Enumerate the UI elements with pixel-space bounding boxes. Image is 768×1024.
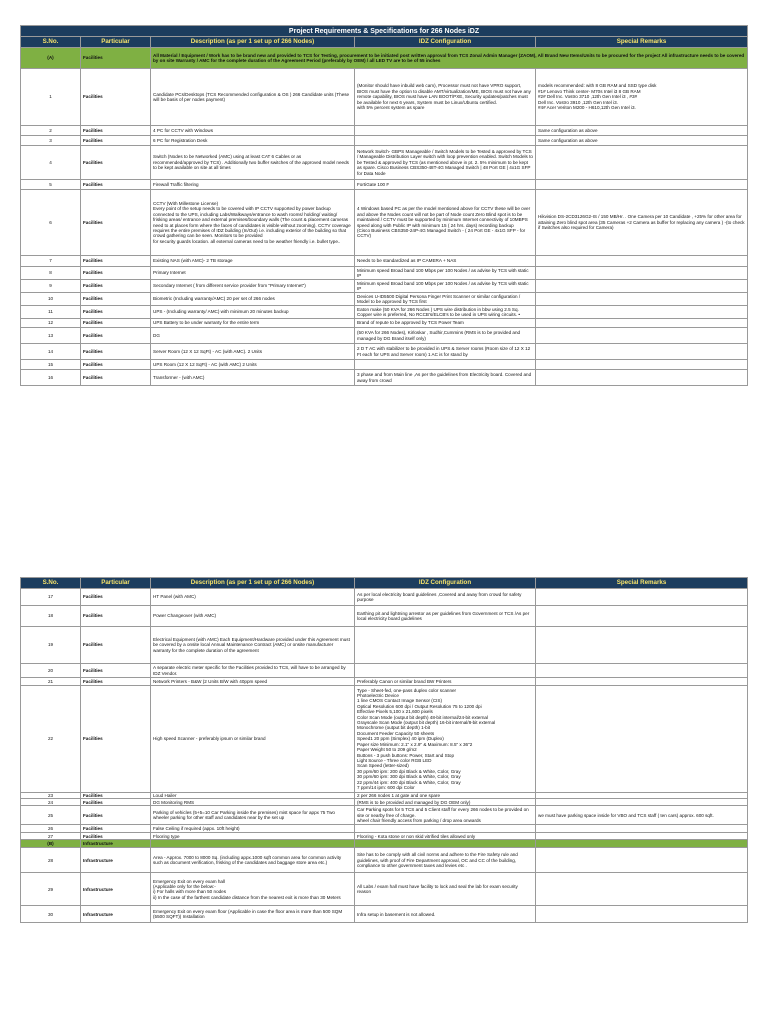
header-sno: S.No. [21, 578, 81, 589]
row-idz-configuration: (50 KVA for 266 Nodes), Kirloskar , Sudhir,Cummins (RMS is to be provided and managed by DG Brand itself only) [355, 328, 536, 344]
table-row [21, 126, 748, 136]
table-row [21, 906, 748, 923]
row-sno: 6 [21, 190, 81, 256]
row-sno: 29 [21, 873, 81, 906]
row-special-remarks [536, 589, 748, 606]
row-description: Switch (Nodes to be Networked (AMC) using at least CAT 6 Cables or as recommended/approved by TCS) . Additionally two buffer switches of the approved model needs to be kept available on site at all times [151, 146, 355, 180]
row-idz-configuration [355, 825, 536, 833]
row-description: Firewall Traffic filtering [151, 180, 355, 190]
row-idz-configuration [355, 136, 536, 146]
row-description: DG Monitoring RMS [151, 799, 355, 806]
table-row [21, 686, 748, 793]
row-description: Loud Hailer [151, 793, 355, 799]
row-sno: 19 [21, 627, 81, 664]
header-description: Description (as per 1 set up of 266 Nodes) [151, 578, 355, 589]
table-row [21, 799, 748, 806]
row-special-remarks [536, 664, 748, 678]
row-particular: Facilities [81, 136, 151, 146]
row-description: Secondary Internet ( from different service provider from "Primary Internet") [151, 280, 355, 293]
row-special-remarks [536, 319, 748, 328]
section-a-particular: Facilities [81, 48, 151, 69]
row-description: Emergency Exit on every exam floor (Applicable in case the floor area is more than 500 SQM (5500 SQFT)) Installation [151, 906, 355, 923]
row-sno: 28 [21, 848, 81, 873]
row-idz-configuration: Infra setup in basement is not allowed. [355, 906, 536, 923]
row-sno: 13 [21, 328, 81, 344]
row-description: Parking of vehicles (5+5=10 Car Parking inside the premises) mist space for appx 75 Two wheeler parking for other staff and candidates near by the set up [151, 806, 355, 825]
row-idz-configuration: Site has to be comply with all civil norms and adhere to the Fire Safety rule and guidelines, with proof of Fire Department approval, OC and CC of the building, compliance to other government taxes and levies etc . [355, 848, 536, 873]
table-row [21, 833, 748, 840]
row-description: CCTV (With Millestone License) Every point of the setup needs to be covered with IP CCTV supported by power backup connected to the UPS, including Labs/Walkways/entrance to wash rooms/ holding/ waiting/ frisking areas/ entrance and external premises/boundary walls (The count & placement cameras need to at places form where the faces of candidates is visible without zooming). CCTV coverage requires the entire premises of IDZ building (In/Out) i.e. including exterior of the building so that crowd gathering can be seen. Monitors to be provided for security guards location. all external cameras need to be weather friendly i.e. bullet type.. [151, 190, 355, 256]
row-idz-configuration [355, 360, 536, 370]
row-particular: Facilities [81, 793, 151, 799]
row-idz-configuration: 4 Windows based PC as per the model mentioned above for CCTV these will be over and above the Nodes count will not be part of Node count Zero Blind spot is to be maintained / CCTV must be supported by minimum Internet connectivity of 10MBPS speed along with Public IP with minimum 15 ( 24 hrs. days) recording backup (Cisco Business CBS350-24P-4G Managed Switch - ( 24 Port GE - 4x1G SFP - for CCTV) [355, 190, 536, 256]
table-row [21, 589, 748, 606]
row-special-remarks [536, 873, 748, 906]
row-particular: Facilities [81, 799, 151, 806]
row-sno: 2 [21, 126, 81, 136]
row-idz-configuration: 2 D T AC with stabilizer to be provided in UPS & Server rooms (Room size of 12 X 12 Ft each for UPS and Server room) 1 AC is for stand by [355, 344, 536, 360]
row-special-remarks: Same configuration as above [536, 136, 748, 146]
table-row [21, 69, 748, 126]
row-special-remarks [536, 833, 748, 840]
header-row [21, 37, 748, 48]
row-idz-configuration: 3 phase and from Main line ,As per the guidelines from Electricity board. Covered and away from crowd [355, 370, 536, 386]
row-description: DG [151, 328, 355, 344]
row-idz-configuration: Type - Sheet-fed, one-pass duplex color scanner Photoelectric Device 1 line CMOS Contact Image Sensor (CIS) Optical Resolution 600 dpi / Output Resolution 75 to 1200 dpi Effective Pixels 5,100 x 21,600 pixels Color Scan Mode (output bit depth) 48-bit internal/24-bit external Grayscale Scan Mode (output bit depth) 16-bit internal/8-bit external Monochrome (output bit depth) 1-bit Document Feeder Capacity 50 sheets Speed1 20 ppm (Simplex) 40 ipm (Duplex) Paper size Minimum: 2.1" x 2.9" & Maximum: 8.5" x 36"2 Paper Weight 50 to 209 g/m2 Buttons - 3 push buttons: Power, Start and Stop Light Source - Three color RGB LED Scan Speed (letter-sized) 30 ppm/60 ipm: 200 dpi Black & White, Color, Gray 30 ppm/60 ipm: 300 dpi Black & White, Color, Gray 22 ppm/44 ipm: 400 dpi Black & White, Color, Gray 7 ppm/14 ipm: 600 dpi Color [355, 686, 536, 793]
title-row [21, 26, 748, 37]
row-special-remarks: Hikvision DS-2CD3126G2-IS / 150 MB/Hr. . One Camera per 10 Candidate , +25% for other area for attaining Zero blind spot area (35 Cameras +2 Camera as buffer for replacing any camera ) -(to check if Switches also required for Camera) [536, 190, 748, 256]
row-special-remarks [536, 293, 748, 306]
row-description: Server Room (12 X 12 SqFt) - AC (with AMC). 2 Units [151, 344, 355, 360]
row-special-remarks [536, 344, 748, 360]
row-sno: 5 [21, 180, 81, 190]
row-particular: Facilities [81, 833, 151, 840]
table-row [21, 256, 748, 267]
row-idz-configuration: Minimum speed Broad band 100 Mbps per 100 Nodes / as advise by TCS with static IP [355, 267, 536, 280]
row-description: High speed Scanner - preferably ipsum or similar brand [151, 686, 355, 793]
table-row [21, 678, 748, 686]
row-sno: 17 [21, 589, 81, 606]
row-particular: Facilities [81, 256, 151, 267]
row-idz-configuration [355, 126, 536, 136]
row-idz-configuration [355, 664, 536, 678]
row-idz-configuration: All Labs / exam hall must have facility to lock and seal the lab for exam security reason [355, 873, 536, 906]
row-description: A separate electric meter specific for the Facilities provided to TCS, will have to be arranged by IDZ Vendor. [151, 664, 355, 678]
row-description: Network Printers - B&W (2 Units B/W with 40ppm speed [151, 678, 355, 686]
row-special-remarks [536, 267, 748, 280]
row-special-remarks: Same configuration as above [536, 126, 748, 136]
row-idz-configuration: Minimum speed Broad band 100 Mbps per 100 Nodes / as advise by TCS with static IP [355, 280, 536, 293]
row-special-remarks [536, 370, 748, 386]
row-particular: Facilities [81, 180, 151, 190]
row-sno: 8 [21, 267, 81, 280]
row-particular: Facilities [81, 589, 151, 606]
table-row [21, 306, 748, 319]
row-particular: Facilities [81, 370, 151, 386]
row-sno: 24 [21, 799, 81, 806]
table-row [21, 627, 748, 664]
table-row [21, 136, 748, 146]
row-description: 6 PC for Registration Desk [151, 136, 355, 146]
row-special-remarks [536, 678, 748, 686]
section-b-particular: Infrastructure [81, 840, 151, 848]
row-particular: Facilities [81, 678, 151, 686]
row-particular: Facilities [81, 319, 151, 328]
row-special-remarks [536, 328, 748, 344]
row-particular: Facilities [81, 146, 151, 180]
row-sno: 12 [21, 319, 81, 328]
row-description: Electrical Equipment (with AMC) Each Equipment/Hardware provided under this Agreement must be covered by a onsite local Annual Maintenance Contract (AMC) or onsite manufacturer warranty for the complete duration of the agreement [151, 627, 355, 664]
row-special-remarks [536, 848, 748, 873]
row-sno: 18 [21, 606, 81, 627]
row-particular: Facilities [81, 190, 151, 256]
row-description: Area - Approx. 7000 to 8000 Sq. (including appx.1000 sqft common area for common activity such as document verification, frisking of the candidates and baggage store area etc.) [151, 848, 355, 873]
row-special-remarks [536, 799, 748, 806]
row-particular: Facilities [81, 328, 151, 344]
table-row [21, 344, 748, 360]
table-row [21, 825, 748, 833]
row-idz-configuration: Network Switch- GBPS Manageable / Switch Models to be Tested & approved by TCS / Manageable Distribution Layer switch with loop prevention enabled. Switch Models to be Tested & approved by TCS (as mentioned above in pt. 2. 5% minimum to be kept as spare. Cisco Business CBS350-48T-4G Managed Switch | 48 Port GE | 4x1G SFP for Data Node [355, 146, 536, 180]
header-idz: IDZ Configuration [355, 578, 536, 589]
row-idz-configuration: FortiGate 100 F [355, 180, 536, 190]
table-row [21, 180, 748, 190]
requirements-table-part1 [20, 25, 748, 386]
row-sno: 20 [21, 664, 81, 678]
row-particular: Facilities [81, 627, 151, 664]
row-particular: Facilities [81, 280, 151, 293]
table-row [21, 664, 748, 678]
row-idz-configuration: 2 per 266 nodes 1 at gate and one spare [355, 793, 536, 799]
row-description: Transformer - (with AMC) [151, 370, 355, 386]
row-idz-configuration: Car Parking spots for 5 TCS and 5 Client staff for every 266 nodes to be provided on site or nearby free of charge. wheel chair friendly access from parking / drop area onwards [355, 806, 536, 825]
row-sno: 9 [21, 280, 81, 293]
row-particular: Infrastructure [81, 873, 151, 906]
table-row [21, 267, 748, 280]
row-sno: 3 [21, 136, 81, 146]
row-description: Biometric (Including warranty/AMC) 20 per set of 266 nodes [151, 293, 355, 306]
row-idz-configuration: As per local electricity board guidelines ,Covered and away from crowd for safety purpose [355, 589, 536, 606]
header-sno: S.No. [21, 37, 81, 48]
section-a-text: All Material / Equipment / Work has to be brand new and provided to TCS for Testing, procurement to be initiated post written approval from TCS Zonal Admin Manager (ZAOM), All Brand New Items/Units to be procured for the project All infrastructure needs to be covered by on site Warranty / AMC for the complete duration of the Agreement Period (preferably by OEM) / all LED TV are to be of 55 inches [151, 48, 748, 69]
row-special-remarks [536, 627, 748, 664]
header-particular: Particular [81, 578, 151, 589]
row-special-remarks: models recommended: with 8 GB RAM and SSD type disk #1# Lenovo Think center- M70s Intel i3 8 GB RAM #2# Dell Inc. Vostro 3710 ,12th Gen Intel i3 , #3# Dell Inc. Vostro 3910 ,12th Gen Intel i3. #4# Acer Veriton M200 - H610,12th Gen Intel i3. [536, 69, 748, 126]
row-sno: 27 [21, 833, 81, 840]
row-special-remarks [536, 180, 748, 190]
row-particular: Facilities [81, 806, 151, 825]
row-special-remarks [536, 280, 748, 293]
row-particular: Facilities [81, 825, 151, 833]
table-row [21, 848, 748, 873]
section-b-desc [151, 840, 355, 848]
row-special-remarks [536, 686, 748, 793]
row-idz-configuration: Eaton make (50 KVA for 266 Nodes ) UPS wire distribution in bbw using 2.5 Sq. Copper wire is preferred, No RCCB's/ELCB's to be used in UPS wiring circuits. • [355, 306, 536, 319]
section-a-code: (A) [21, 48, 81, 69]
table-row [21, 146, 748, 180]
row-description: 4 PC for CCTV with Windows [151, 126, 355, 136]
row-sno: 23 [21, 793, 81, 799]
row-particular: Infrastructure [81, 906, 151, 923]
row-sno: 1 [21, 69, 81, 126]
row-special-remarks [536, 306, 748, 319]
row-special-remarks [536, 146, 748, 180]
page-title: Project Requirements & Specifications for 266 Nodes iDZ [21, 26, 748, 37]
header-idz: IDZ Configuration [355, 37, 536, 48]
row-description: UPS Battery to be under warranty for the entire term [151, 319, 355, 328]
row-sno: 26 [21, 825, 81, 833]
row-particular: Facilities [81, 360, 151, 370]
table-row [21, 319, 748, 328]
row-particular: Facilities [81, 306, 151, 319]
table-row [21, 370, 748, 386]
header-remarks: Special Remarks [536, 578, 748, 589]
header-remarks: Special Remarks [536, 37, 748, 48]
row-description: Existing NAS (with AMC)- 2 TB storage [151, 256, 355, 267]
row-sno: 21 [21, 678, 81, 686]
row-special-remarks [536, 606, 748, 627]
row-idz-configuration: Devices U-ID5500 Digital Persona Finger Print Scanner or similar configuration / Model to be approved by TCS first [355, 293, 536, 306]
row-sno: 14 [21, 344, 81, 360]
table-row [21, 806, 748, 825]
row-description: False Ceiling if required (appx. 10ft height) [151, 825, 355, 833]
section-b-remarks [536, 840, 748, 848]
row-sno: 16 [21, 370, 81, 386]
row-sno: 15 [21, 360, 81, 370]
row-idz-configuration: Flooring - Kota stone or non skid vitrified tiles allowed only [355, 833, 536, 840]
row-special-remarks: we must have parking space inside for VBO and TCS staff ( ten cars) approx. 600 sqft. [536, 806, 748, 825]
table-row [21, 190, 748, 256]
table-row [21, 873, 748, 906]
row-idz-configuration: Preferably Canon or similar brand BW Printers [355, 678, 536, 686]
requirements-table-part2 [20, 577, 748, 923]
row-description: UPS - (Including warranty/ AMC) with minimum 20 minutes backup [151, 306, 355, 319]
section-b-row [21, 840, 748, 848]
row-idz-configuration [355, 627, 536, 664]
table-row [21, 328, 748, 344]
table-row [21, 606, 748, 627]
row-description: HT Panel (with AMC) [151, 589, 355, 606]
row-sno: 7 [21, 256, 81, 267]
row-particular: Facilities [81, 686, 151, 793]
row-sno: 11 [21, 306, 81, 319]
section-b-idz [355, 840, 536, 848]
row-idz-configuration: Needs to be standardized as IP CAMERA + NAS [355, 256, 536, 267]
row-particular: Facilities [81, 69, 151, 126]
row-sno: 30 [21, 906, 81, 923]
row-sno: 22 [21, 686, 81, 793]
row-sno: 25 [21, 806, 81, 825]
row-description: Candidate PCs/Desktops (TCS Recommended configuration & OS ) 266 Candidate units (These will be basis of per nodes payment) [151, 69, 355, 126]
row-idz-configuration: (RMS is to be provided and managed by DG OEM only) [355, 799, 536, 806]
row-particular: Facilities [81, 126, 151, 136]
table-row [21, 360, 748, 370]
row-description: Primary Internet [151, 267, 355, 280]
row-particular: Facilities [81, 267, 151, 280]
row-idz-configuration: (Monitor should have inbuild web cam), Processor must not have VPRO support, BIOS must have the option to disable AMT/virtualization/ME, BIOS must not have any remote capability, BIOS must have LAN BOOT/PXE, Security updates/patches must be available for next 6 years, System must be Linux/Ubuntu certified. with 5% percent system as spare [355, 69, 536, 126]
row-sno: 4 [21, 146, 81, 180]
header-description: Description (as per 1 set up of 266 Nodes) [151, 37, 355, 48]
row-particular: Facilities [81, 293, 151, 306]
section-a-row [21, 48, 748, 69]
row-description: Power Changeover (with AMC) [151, 606, 355, 627]
header-row-2 [21, 578, 748, 589]
row-idz-configuration: Brand of repute to be approved by TCS Power Team [355, 319, 536, 328]
row-particular: Facilities [81, 606, 151, 627]
row-particular: Facilities [81, 664, 151, 678]
row-special-remarks [536, 360, 748, 370]
section-b-code: (B) [21, 840, 81, 848]
header-particular: Particular [81, 37, 151, 48]
row-particular: Facilities [81, 344, 151, 360]
row-sno: 10 [21, 293, 81, 306]
row-particular: Infrastructure [81, 848, 151, 873]
row-idz-configuration: Earthing pit and lightning arrestor as per guidelines from Government or TCS /As per local electricity board guidelines [355, 606, 536, 627]
table-row [21, 293, 748, 306]
row-special-remarks [536, 906, 748, 923]
row-description: Emergency Exit on every exam hall (Applicable only for the below:- i) For halls with more than 50 nodes ii) In the case of the farthest candidate distance from the nearest exit is more than 30 Meters [151, 873, 355, 906]
row-description: UPS Room (12 X 12 SqFt) - AC (with AMC) 2 Units [151, 360, 355, 370]
row-special-remarks [536, 256, 748, 267]
row-description: Flooring type [151, 833, 355, 840]
table-row [21, 280, 748, 293]
row-special-remarks [536, 825, 748, 833]
